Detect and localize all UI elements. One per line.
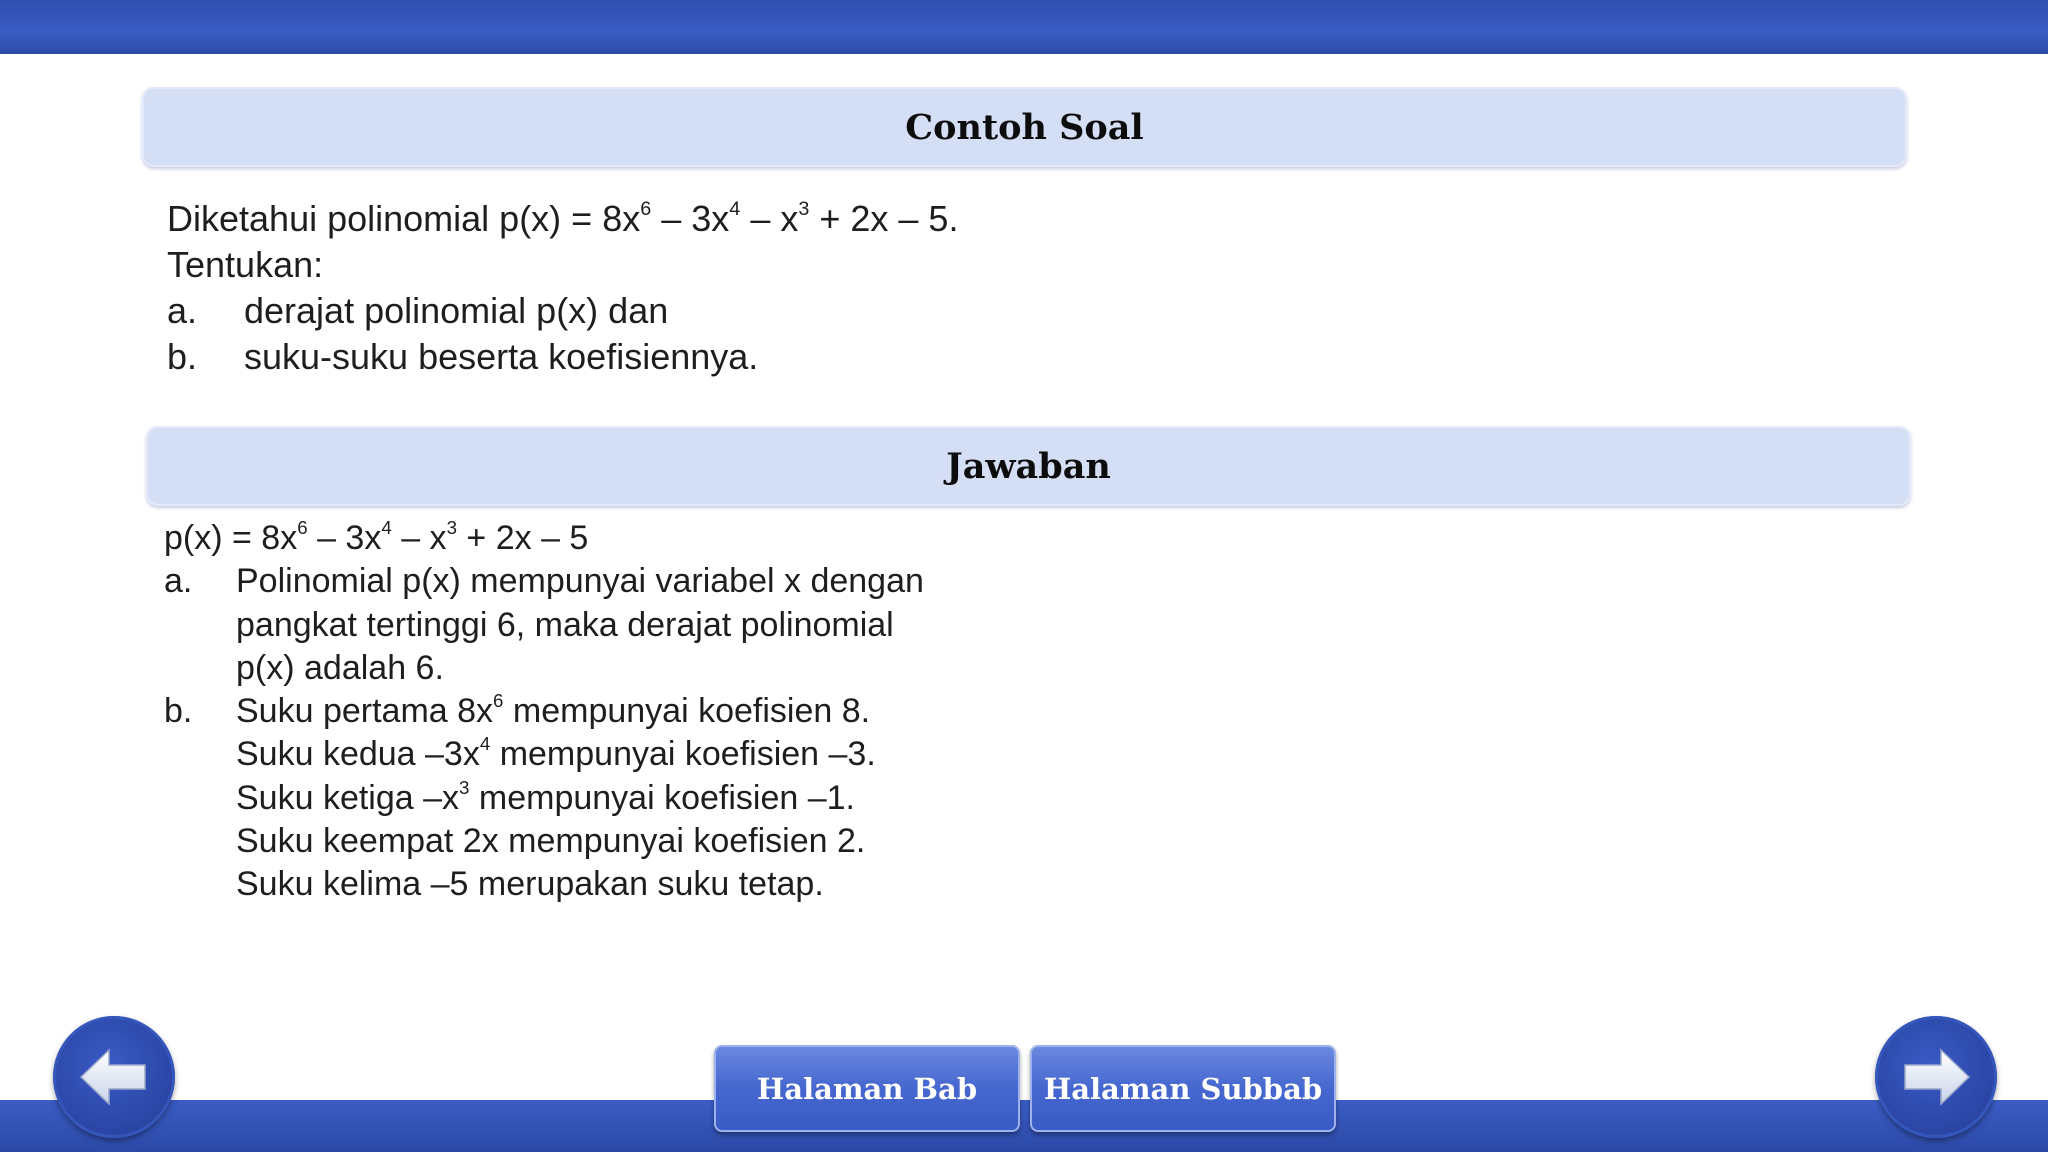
- answer-line: p(x) adalah 6.: [236, 648, 444, 687]
- answer-line: Suku ketiga $-x^3$ mempunyai koefisien –1.: [236, 776, 855, 817]
- jawaban-text: [164, 517, 924, 907]
- soal-text: [167, 196, 958, 380]
- next-page-button[interactable]: [1875, 1016, 1997, 1138]
- soal-intro-line: Diketahui polinomial $p(x) = 8x^6 - 3x^4 - x^3 + 2x - 5$.: [167, 198, 959, 239]
- soal-item-a: [167, 288, 958, 334]
- jawaban-equation: $p(x) = 8x^6 - 3x^4 - x^3 + 2x - 5$: [164, 517, 589, 557]
- halaman-bab-button[interactable]: [714, 1045, 1020, 1132]
- list-marker: b.: [164, 692, 193, 731]
- jawaban-header: [146, 426, 1911, 506]
- list-item-text: derajat polinomial p(x) dan: [244, 290, 669, 331]
- soal-prompt: Tentukan:: [167, 244, 324, 285]
- answer-line: Polinomial p(x) mempunyai variabel x dengan: [236, 562, 924, 601]
- soal-item-b: [167, 334, 958, 380]
- list-marker: a.: [167, 290, 198, 331]
- list-item-text: suku-suku beserta koefisiennya.: [244, 336, 759, 377]
- arrow-right-icon: [1901, 1048, 1971, 1106]
- answer-line: Suku kedua $-3x^4$ mempunyai koefisien –3.: [236, 733, 876, 774]
- jawaban-item-a: [164, 560, 924, 690]
- contoh-soal-title: Contoh Soal: [905, 106, 1144, 148]
- arrow-left-icon: [79, 1048, 149, 1106]
- previous-page-button[interactable]: [53, 1016, 175, 1138]
- halaman-subbab-label: Halaman Subbab: [1043, 1071, 1323, 1106]
- answer-line: Suku pertama $8x^6$ mempunyai koefisien 8.: [236, 690, 871, 731]
- list-marker: b.: [167, 336, 198, 377]
- jawaban-item-b: [164, 690, 924, 906]
- list-marker: a.: [164, 562, 193, 601]
- bottom-banner: [0, 1100, 2048, 1152]
- top-banner: [0, 0, 2048, 54]
- answer-line: Suku keempat 2x mempunyai koefisien 2.: [236, 822, 866, 861]
- halaman-subbab-button[interactable]: [1030, 1045, 1336, 1132]
- contoh-soal-header: [142, 87, 1907, 167]
- jawaban-title: Jawaban: [946, 445, 1111, 487]
- answer-line: Suku kelima –5 merupakan suku tetap.: [236, 865, 824, 904]
- halaman-bab-label: Halaman Bab: [756, 1071, 978, 1106]
- answer-line: pangkat tertinggi 6, maka derajat polinomial: [236, 605, 894, 644]
